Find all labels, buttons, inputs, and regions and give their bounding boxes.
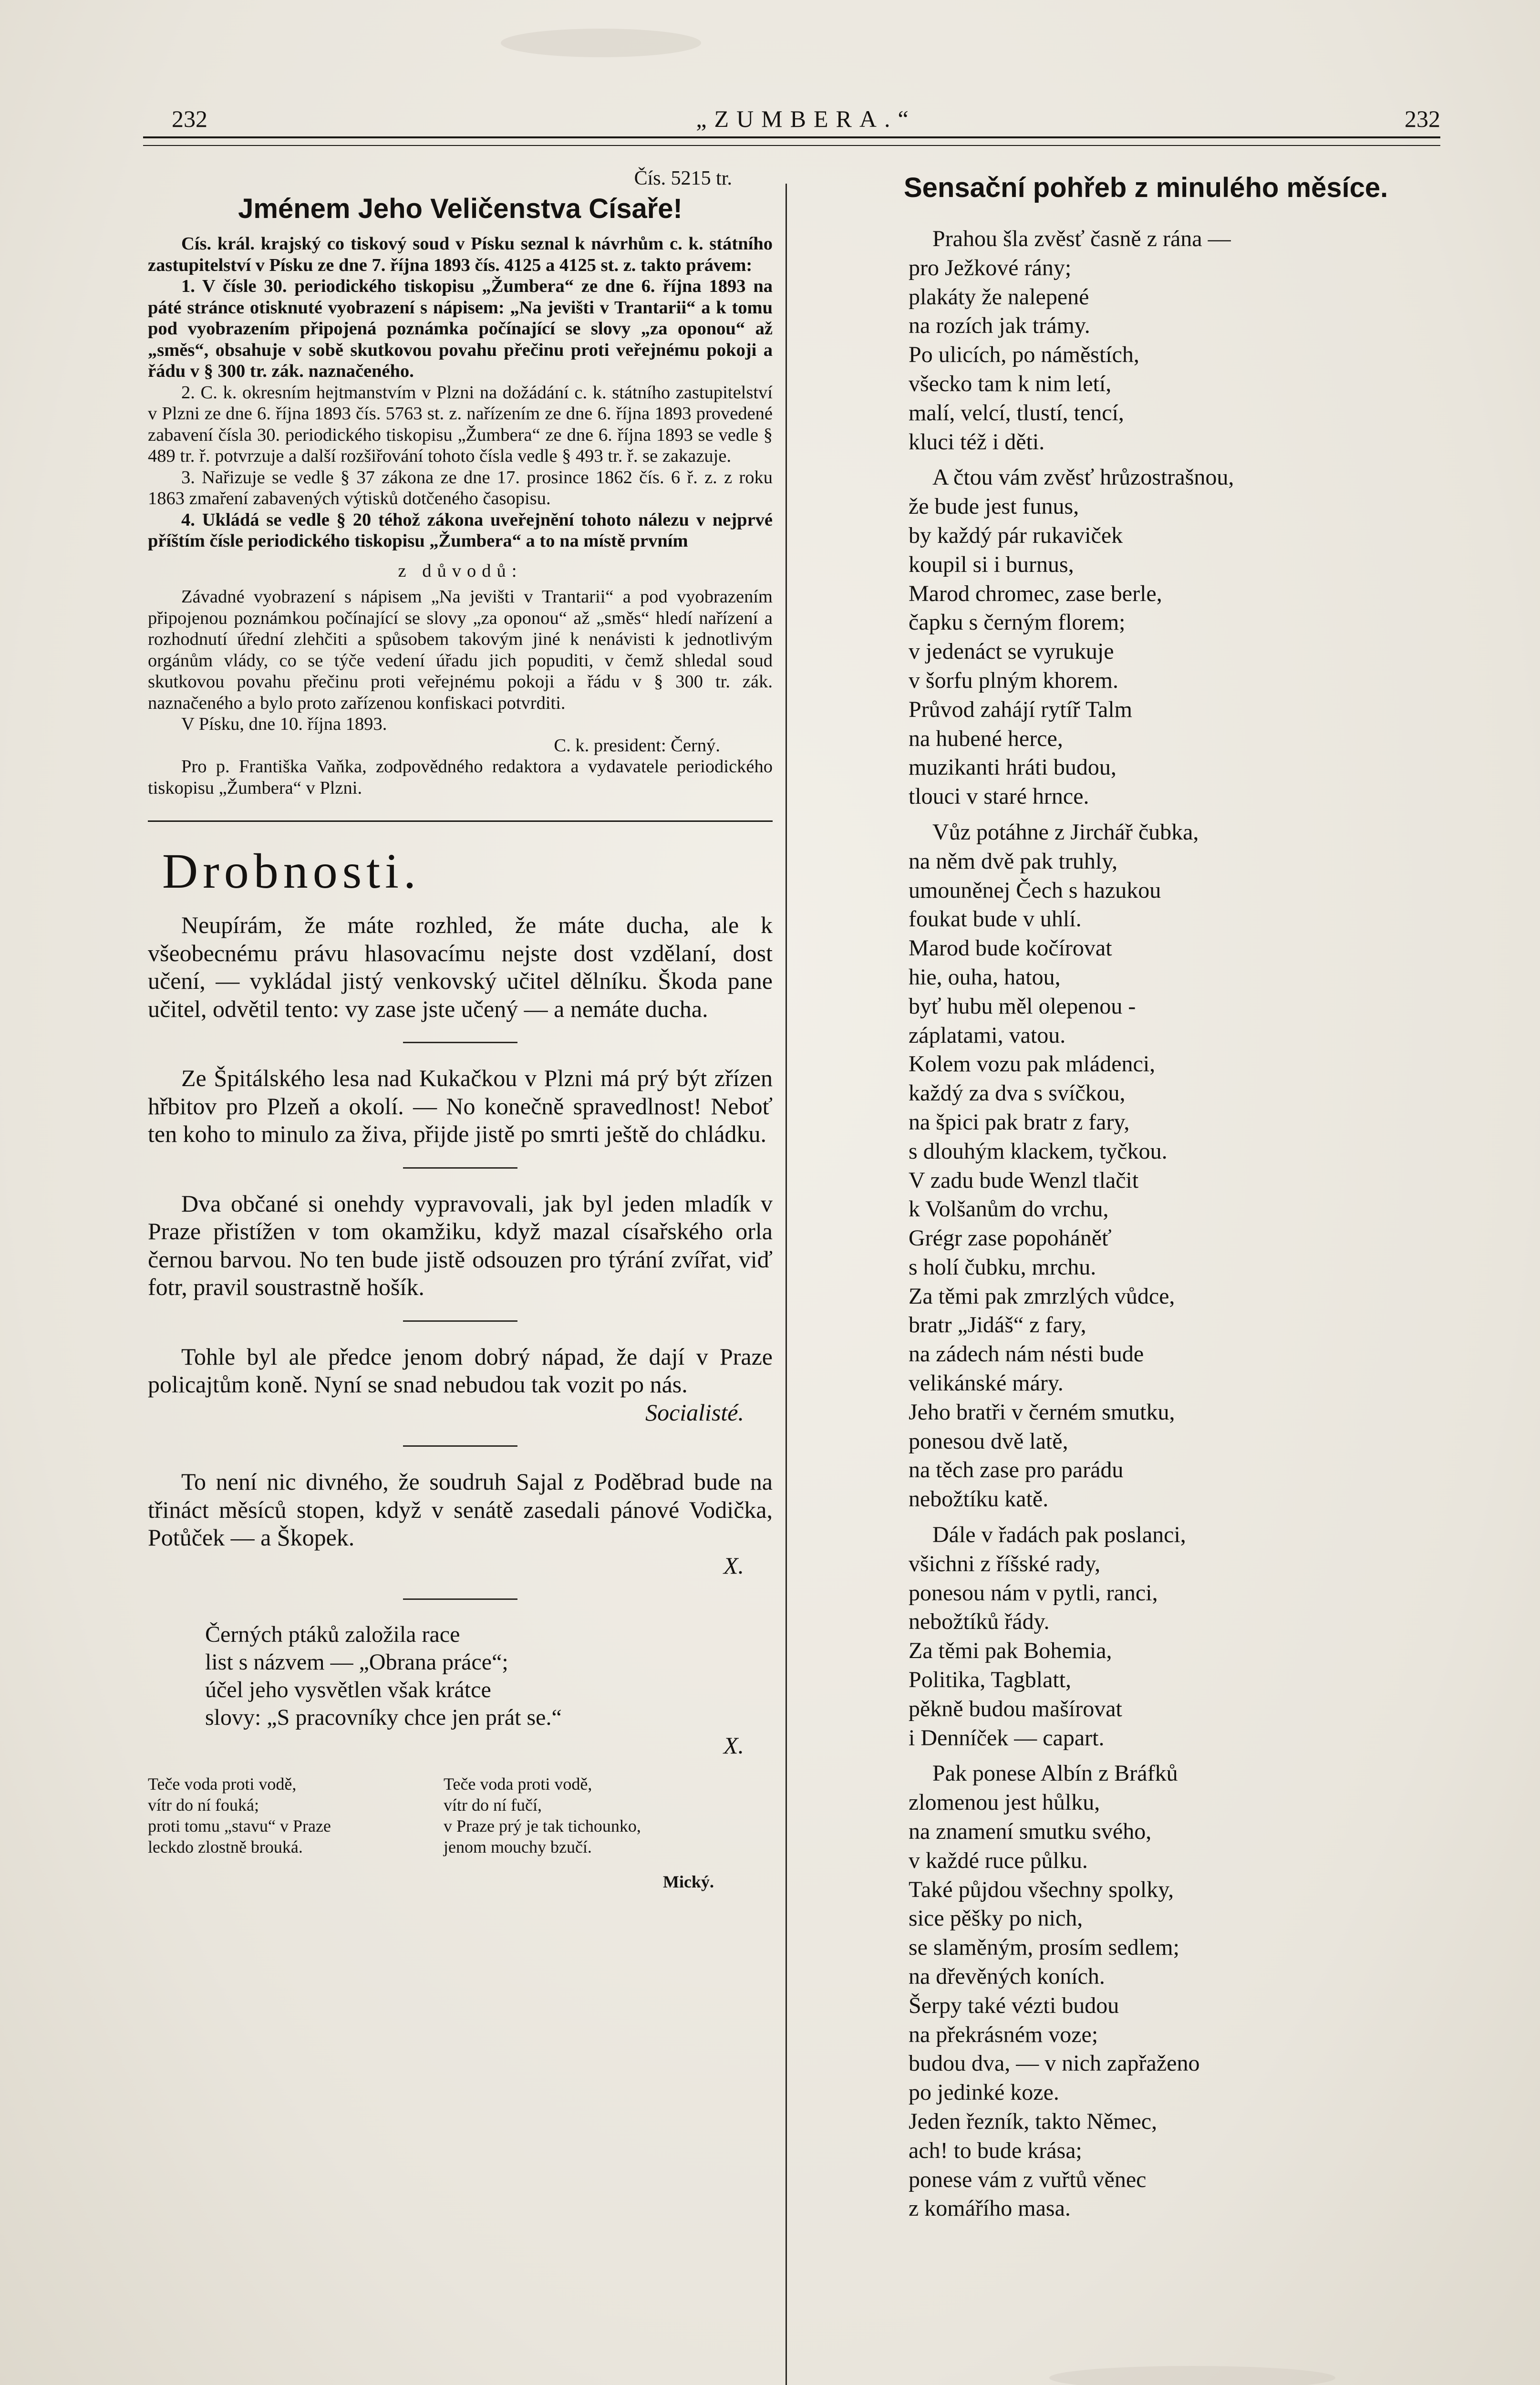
- poem-line: na zádech nám nésti bude: [909, 1341, 1144, 1367]
- poem-line: ponese vám z vuřtů věnec: [909, 2167, 1147, 2192]
- poem-line: Marod bude kočírovat: [909, 935, 1112, 961]
- right-short-poem: [444, 1773, 641, 1857]
- poem-line: byť hubu měl olepenou -: [909, 993, 1136, 1019]
- poem-line: kluci též i děti.: [909, 429, 1045, 455]
- poem-line: Politika, Tagblatt,: [909, 1667, 1072, 1693]
- page-header: [172, 95, 1440, 138]
- verdict-recipient: Pro p. Františka Vaňka, zodpovědného redaktora a vydavatele periodického tiskopisu „Žumbera“ v Plzni.: [148, 757, 773, 798]
- poem-line: s holí čubku, mrchu.: [909, 1254, 1096, 1280]
- poem-line: ach! to bude krása;: [909, 2137, 1082, 2163]
- poem-line: z komářího masa.: [909, 2196, 1071, 2221]
- poem-line: Jeden řezník, takto Němec,: [909, 2109, 1158, 2134]
- poem-line: na překrásném voze;: [909, 2022, 1098, 2047]
- poem-line: foukat bude v uhlí.: [909, 906, 1082, 932]
- poem-line: na rozích jak trámy.: [909, 313, 1090, 339]
- drobnosti-heading: Drobnosti.: [162, 844, 421, 899]
- drobnosti-item-3: Dva občané si onehdy vypravovali, jak byl jeden mladík v Praze přistížen v tom okamžiku, když mazal císařského orla černou barvou. No ten bude jistě odsouzen pro týrání zvířat, viď fotr, pravil soustrastně hošík.: [148, 1190, 773, 1300]
- poem-line: na hubené herce,: [909, 726, 1063, 751]
- verdict-item-1: 1. V čísle 30. periodického tiskopisu „Žumbera“ ze dne 6. října 1893 na páté stránce otisknuté vyobrazení s nápisem: „Na jevišti v Trantarii“ a k tomu pod vyobrazením připojená poznámka počínající se slovy „za oponou“ až „směs“, obsahuje v sobě skutkovou povahu přečinu proti veřejnému pokoji a řádu v § 300 tr. zák. naznačeného.: [148, 276, 773, 381]
- poem-line: tlouci v staré hrnce.: [909, 784, 1089, 809]
- verdict-number: Čís. 5215 tr.: [634, 167, 732, 189]
- poem-line: plakáty že nalepené: [909, 284, 1089, 310]
- poem-line: leckdo zlostně brouká.: [148, 1837, 303, 1856]
- poem-line: Teče voda proti vodě,: [444, 1774, 592, 1794]
- poem-line: v Praze prý je tak tichounko,: [444, 1816, 641, 1835]
- paper-stain: [1049, 2366, 1335, 2385]
- teče-voda-poems: [148, 1773, 773, 1898]
- verdict-body: [148, 233, 773, 798]
- poem-line: po jedinké koze.: [909, 2080, 1059, 2105]
- poem-line: záplatami, vatou.: [909, 1022, 1066, 1048]
- poem-line: slovy: „S pracovníky chce jen prát se.“: [205, 1705, 562, 1730]
- poem-line: v šorfu plným khorem.: [909, 667, 1118, 693]
- drobnosti-item-1: Neupírám, že máte rozhled, že máte ducha, ale k všeobecnému právu hlasovacímu nejste dost vzdělaní, dost učení, — vykládal jistý venkovský učitel dělníku. Škoda pane učitel, odvětil tento: vy zase jste učený — a nemáte ducha.: [148, 912, 773, 1022]
- poem-line: pro Ježkové rány;: [909, 255, 1072, 280]
- poem-line: všichni z říšské rady,: [909, 1551, 1101, 1576]
- poem-line: Také půjdou všechny spolky,: [909, 1877, 1174, 1902]
- paper-stain: [501, 29, 701, 57]
- poem-line: na těch zase pro parádu: [909, 1457, 1124, 1483]
- poem-line: na špici pak bratr z fary,: [909, 1109, 1130, 1135]
- poem-line: Černých ptáků založila race: [205, 1622, 460, 1647]
- poem-line: Jeho bratři v černém smutku,: [909, 1399, 1175, 1425]
- poem-line: nebožtíků řády.: [909, 1609, 1050, 1635]
- item-separator: [403, 1445, 517, 1447]
- poem-line: vítr do ní fučí,: [444, 1795, 542, 1815]
- poem-line: bratr „Jidáš“ z fary,: [909, 1312, 1086, 1338]
- poem-line: čapku s černým florem;: [909, 610, 1126, 635]
- poem-line: pěkně budou mašírovat: [909, 1696, 1122, 1721]
- poem-line: k Volšanům do vrchu,: [909, 1196, 1109, 1222]
- poem-line: Vůz potáhne z Jirchář čubka,: [932, 819, 1199, 845]
- drobnosti-item-4: Tohle byl ale předce jenom dobrý nápad, že dají v Praze policajtům koně. Nyní se snad nebudou tak vozit po nás.: [148, 1343, 773, 1398]
- section-rule: [148, 820, 773, 822]
- poem-line: Pak ponese Albín z Bráfků: [932, 1761, 1178, 1786]
- newspaper-title: „ZUMBERA.“: [696, 105, 916, 132]
- poem-line: Marod chromec, zase berle,: [909, 581, 1162, 606]
- poem-line: V zadu bude Wenzl tlačit: [909, 1167, 1139, 1193]
- obrana-prace-poem: [205, 1621, 773, 1732]
- item-4-signature: Socialisté.: [645, 1399, 744, 1426]
- poem-line: na znamení smutku svého,: [909, 1819, 1152, 1845]
- poem-line: se slaměným, prosím sedlem;: [909, 1935, 1179, 1960]
- item-separator: [403, 1167, 517, 1169]
- poem-line: malí, velcí, tlustí, tencí,: [909, 400, 1124, 425]
- page-number-left: 232: [172, 105, 207, 132]
- poem-line: sice pěšky po nich,: [909, 1906, 1083, 1931]
- drobnosti-item-5: To není nic divného, že soudruh Sajal z Poděbrad bude na třináct měsíců stopen, když v senátě zasedali pánové Vodička, Potůček — a Škopek.: [148, 1468, 773, 1551]
- poem-line: zlomenou jest hůlku,: [909, 1790, 1100, 1815]
- poem-signature: X.: [723, 1732, 744, 1759]
- poem-stanza: [909, 1759, 1438, 2223]
- poem-line: budou dva, — v nich zapřaženo: [909, 2051, 1200, 2076]
- poem-line: vítr do ní fouká;: [148, 1795, 259, 1815]
- header-rule: [143, 136, 1440, 146]
- verdict-item-2: 2. C. k. okresním hejtmanstvím v Plzni na dožádání c. k. státního zastupitelství v Plzni ze dne 6. října 1893 čís. 5763 st. z. nařízením ze dne 6. října 1893 provedené zabavení čísla 30. periodického tiskopisu „Žumbera“ ze dne 6. října 1893 se vedle § 489 tr. ř. potvrzuje a další rozšiřování tohoto čísla vedle § 493 tr. ř. se zakazuje.: [148, 382, 773, 466]
- poem-line: hie, ouha, hatou,: [909, 964, 1061, 990]
- funeral-poem: [909, 225, 1438, 2223]
- verdict-title: Jménem Jeho Veličenstva Císaře!: [238, 193, 682, 224]
- poem-line: jenom mouchy bzučí.: [444, 1837, 592, 1856]
- verdict-reasons: Závadné vyobrazení s nápisem „Na jevišti v Trantarii“ a pod vyobrazením připojenou poznámkou počínající se slovy „za oponou“ až „směs“ hledí nařízení a rozhodnutí úřední zlehčiti a spůsobem takovým jiné k nenávisti k jednotlivým orgánům vlády, co se týče vedení úřadu jich popuditi, v čemž shledal soud skutkovou povahu přečinu proti veřejnému pokoji a řádu v § 300 tr. zák. naznačeného a bylo proto zařízenou konfiskaci potvrditi.: [148, 587, 773, 713]
- poem-line: Grégr zase popoháněť: [909, 1225, 1112, 1251]
- poem-line: v každé ruce půlku.: [909, 1847, 1088, 1873]
- poem-line: Průvod zahájí rytíř Talm: [909, 696, 1132, 722]
- verdict-item-3: 3. Nařizuje se vedle § 37 zákona ze dne 17. prosince 1862 čís. 6 ř. z. z roku 1863 zmaření zabavených výtisků dotčeného časopisu.: [148, 467, 773, 508]
- poem-line: list s názvem — „Obrana práce“;: [205, 1649, 508, 1675]
- poem-line: umouněnej Čech s hazukou: [909, 877, 1161, 903]
- funeral-title: Sensační pohřeb z minulého měsíce.: [904, 172, 1388, 203]
- reasons-heading: z důvodů:: [398, 560, 523, 581]
- drobnosti-item-2: Ze Špitálského lesa nad Kukačkou v Plzni má prý být zřízen hřbitov pro Plzeň a okolí. — No konečně spravedlnost! Neboť ten koho to minulo za živa, přijde jistě po smrti ještě do chládku.: [148, 1065, 773, 1147]
- poem-line: Šerpy také vézti budou: [909, 1992, 1119, 2018]
- verdict-intro: Cís. král. krajský co tiskový soud v Písku seznal k návrhům c. k. státního zastupitelství v Písku ze dne 7. října 1893 čís. 4125 a 4125 st. z. takto právem:: [148, 234, 773, 275]
- poem-line: každý za dva s svíčkou,: [909, 1080, 1126, 1106]
- right-column: [904, 172, 1438, 2230]
- poem-line: velikánské máry.: [909, 1370, 1064, 1396]
- item-separator: [403, 1320, 517, 1322]
- poem-line: Po ulicích, po náměstích,: [909, 342, 1139, 368]
- poem-line: Teče voda proti vodě,: [148, 1774, 297, 1794]
- poem-line: nebožtíku katě.: [909, 1486, 1049, 1512]
- item-separator: [403, 1042, 517, 1043]
- poem-line: Za těmi pak Bohemia,: [909, 1638, 1112, 1664]
- poem-line: koupil si i burnus,: [909, 551, 1074, 577]
- poem-line: A čtou vám zvěsť hrůzostrašnou,: [932, 465, 1234, 490]
- drobnosti-items: [148, 911, 773, 1579]
- poem-line: všecko tam k nim letí,: [909, 371, 1112, 396]
- poem-line: že bude jest funus,: [909, 494, 1079, 519]
- left-short-poem: [148, 1773, 331, 1857]
- poem-line: Prahou šla zvěsť časně z rána —: [932, 226, 1231, 251]
- poem-line: Kolem vozu pak mládenci,: [909, 1051, 1156, 1077]
- poem-line: účel jeho vysvětlen však krátce: [205, 1677, 491, 1702]
- column-divider: [786, 184, 787, 2385]
- poem-line: i Denníček — capart.: [909, 1725, 1105, 1751]
- poem-line: Za těmi pak zmrzlých vůdce,: [909, 1283, 1175, 1309]
- poem-line: by každý pár rukaviček: [909, 522, 1123, 548]
- poem-line: na dřevěných koních.: [909, 1964, 1105, 1990]
- poem-line: proti tomu „stavu“ v Praze: [148, 1816, 331, 1835]
- poem-stanza: [909, 1521, 1438, 1752]
- page-number-right: 232: [1405, 105, 1440, 132]
- poem-stanza: [909, 225, 1438, 456]
- item-5-signature: X.: [723, 1552, 744, 1579]
- verdict-place-date: V Písku, dne 10. října 1893.: [181, 714, 387, 734]
- poem-line: na něm dvě pak truhly,: [909, 848, 1118, 874]
- poem-stanza: [909, 818, 1438, 1514]
- poem-line: ponesou dvě latě,: [909, 1428, 1068, 1454]
- poem-line: Dále v řadách pak poslanci,: [932, 1522, 1186, 1548]
- verdict-item-4: 4. Ukládá se vedle § 20 téhož zákona uveřejnění tohoto nálezu v nejprvé příštím čísle periodického tiskopisu „Žumbera“ a to na místě prvním: [148, 509, 773, 551]
- verdict-signature: C. k. president: Černý.: [554, 735, 720, 756]
- poem-line: v jedenáct se vyrukuje: [909, 639, 1114, 664]
- poem-stanza: [909, 463, 1438, 811]
- poem-author: Mický.: [663, 1872, 714, 1891]
- poem-line: ponesou nám v pytli, ranci,: [909, 1580, 1158, 1606]
- left-column: [148, 157, 773, 1898]
- item-separator: [403, 1598, 517, 1600]
- poem-line: s dlouhým klackem, tyčkou.: [909, 1138, 1168, 1164]
- poem-line: muzikanti hráti budou,: [909, 755, 1116, 780]
